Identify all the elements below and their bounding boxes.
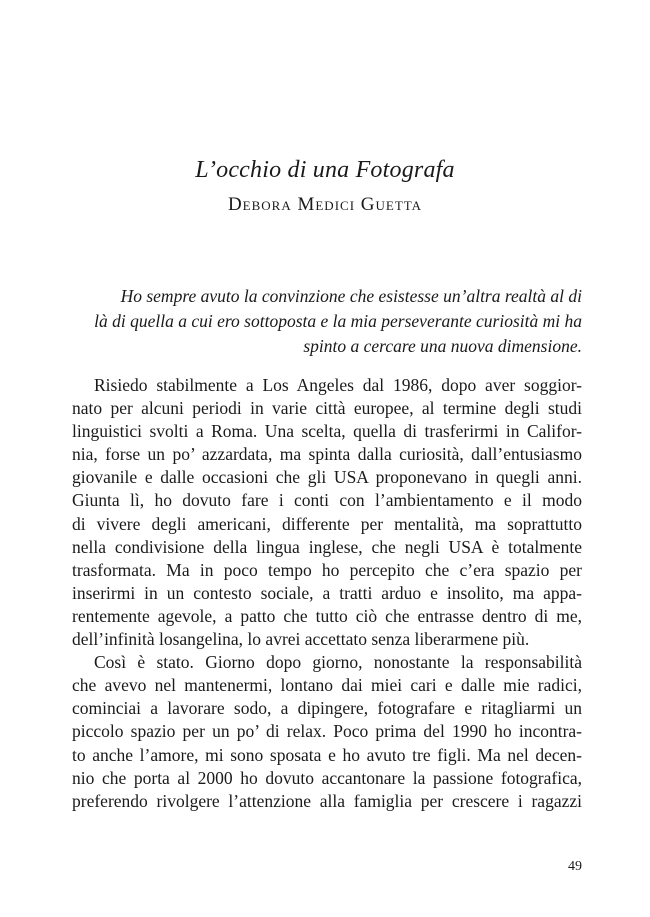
chapter-title: L’occhio di una Fotografa	[195, 157, 455, 183]
text-line: cominciai a lavorare sodo, a dipingere, fotografare e ritagliarmi un	[72, 698, 582, 719]
text-line: nella condivisione della lingua inglese, che negli USA è totalmente	[72, 536, 582, 557]
epigraph-line: là di quella a cui ero sottoposta e la mia perseverante curiosità mi ha	[94, 311, 582, 331]
text-line: trasformata. Ma in poco tempo ho percepito che c’era spazio per	[72, 559, 582, 580]
text-line: giovanile e dalle occasioni che gli USA proponevano in quegli anni.	[72, 467, 582, 488]
epigraph-line: Ho sempre avuto la convinzione che esistesse un’altra realtà al di	[120, 286, 582, 306]
text-line: nia, forse un po’ azzardata, ma spinta dalla curiosità, dall’entusiasmo	[72, 444, 582, 465]
epigraph	[72, 284, 582, 359]
text-line: che avevo nel mantenermi, lontano dai miei cari e dalle mie radici,	[72, 675, 582, 696]
paragraph-1	[72, 374, 582, 651]
text-line: di vivere degli americani, differente per mentalità, ma soprattutto	[72, 513, 582, 534]
text-line: linguistici svolti a Roma. Una scelta, quella di trasferirmi in Califor-	[72, 421, 582, 442]
text-line: nato per alcuni periodi in varie città europee, al termine degli studi	[72, 398, 582, 419]
text-line: to anche l’amore, mi sono sposata e ho avuto tre figli. Ma nel decen-	[72, 744, 582, 765]
text-line: rentemente agevole, a patto che tutto ciò che entrasse dentro di me,	[72, 605, 582, 626]
body-text	[72, 374, 582, 813]
text-line: preferendo rivolgere l’attenzione alla famiglia per crescere i ragazzi	[72, 790, 582, 811]
text-line: nio che porta al 2000 ho dovuto accantonare la passione fotografica,	[72, 767, 582, 788]
page-number: 49	[568, 859, 582, 874]
text-line: dell’infinità losangelina, lo avrei accettato senza liberarmene più.	[72, 629, 530, 650]
text-line: Giunta lì, ho dovuto fare i conti con l’ambientamento e il modo	[72, 490, 582, 511]
text-line: piccolo spazio per un po’ di relax. Poco prima del 1990 ho incontra-	[72, 721, 582, 742]
paragraph-2	[72, 651, 582, 813]
text-line: inserirmi in un contesto sociale, a tratti arduo e insolito, ma appa-	[72, 582, 582, 603]
text-line: Risiedo stabilmente a Los Angeles dal 1986, dopo aver soggior-	[94, 375, 582, 395]
chapter-author: Debora Medici Guetta	[227, 194, 423, 215]
text-line: Così è stato. Giorno dopo giorno, nonostante la responsabilità	[94, 652, 582, 673]
epigraph-line: spinto a cercare una nuova dimensione.	[303, 336, 582, 356]
